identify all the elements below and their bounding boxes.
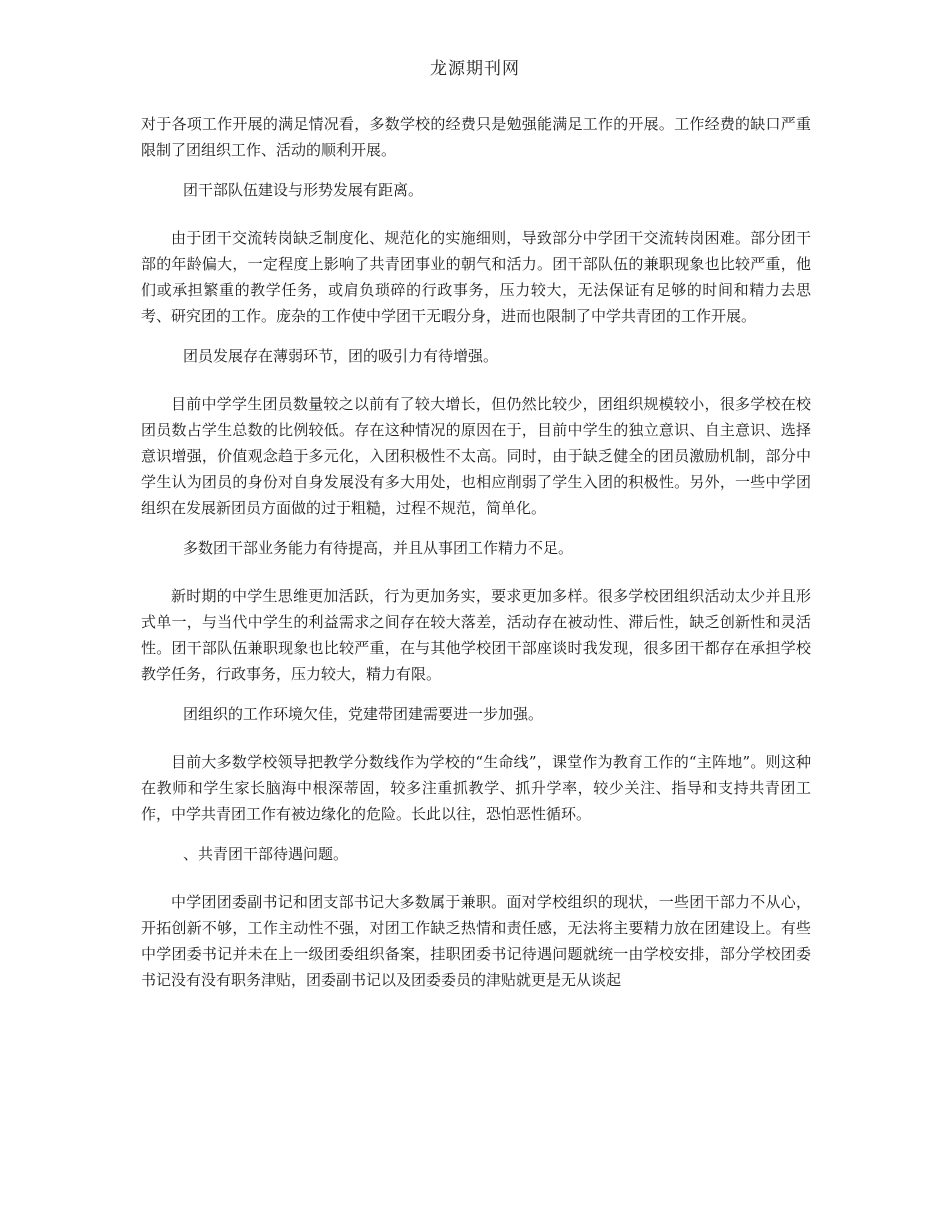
section-heading-cadre-benefits: 、共青团干部待遇问题。 — [183, 845, 349, 863]
paragraph-funding-intro: 对于各项工作开展的满足情况看，多数学校的经费只是勉强能满足工作的开展。工作经费的缺口严重限制了团组织工作、活动的顺利开展。 — [141, 115, 811, 159]
paragraph-member-development: 目前中学学生团员数量较之以前有了较大增长，但仍然比较少，团组织规模较小，很多学校在校团员数占学生总数的比例较低。存在这种情况的原因在于，目前中学生的独立意识、自主意识、选择意识增强，价值观念趋于多元化，入团积极性不太高。同时，由于缺乏健全的团员激励机制，部分中学生认为团员的身份对自身发展没有多大用处，也相应削弱了学生入团的积极性。另外，一些中学团组织在发展新团员方面做的过于粗糙，过程不规范，简单化。 — [141, 395, 811, 517]
section-heading-cadre-ability: 多数团干部业务能力有待提高，并且从事团工作精力不足。 — [183, 539, 574, 557]
paragraph-cadre-benefits: 中学团团委副书记和团支部书记大多数属于兼职。面对学校组织的现状，一些团干部力不从心，开拓创新不够，工作主动性不强，对团工作缺乏热情和责任感，无法将主要精力放在团建设上。有些中学团委书记并未在上一级团委组织备案，挂职团委书记待遇问题就统一由学校安排，部分学校团委书记没有没有职务津贴，团委副书记以及团委委员的津贴就更是无从谈起 — [141, 893, 811, 989]
paragraph-cadre-team: 由于团干交流转岗缺乏制度化、规范化的实施细则，导致部分中学团干交流转岗困难。部分团干部的年龄偏大，一定程度上影响了共青团事业的朝气和活力。团干部队伍的兼职现象也比较严重，他们或承担繁重的教学任务，或肩负琐碎的行政事务，压力较大，无法保证有足够的时间和精力去思考、研究团的工作。庞杂的工作使中学团干无暇分身，进而也限制了中学共青团的工作开展。 — [141, 229, 811, 325]
section-heading-work-environment: 团组织的工作环境欠佳，党建带团建需要进一步加强。 — [183, 705, 544, 723]
paragraph-work-environment: 目前大多数学校领导把教学分数线作为学校的“生命线”，课堂作为教育工作的“主阵地”。则这种在教师和学生家长脑海中根深蒂固，较多注重抓教学、抓升学率，较少关注、指导和支持共青团工作，中学共青团工作有被边缘化的危险。长此以往，恐怕恶性循环。 — [141, 753, 811, 823]
article-body — [141, 111, 811, 1007]
section-heading-cadre-team: 团干部队伍建设与形势发展有距离。 — [183, 181, 424, 199]
section-heading-member-development: 团员发展存在薄弱环节，团的吸引力有待增强。 — [183, 347, 499, 365]
paragraph-cadre-ability: 新时期的中学生思维更加活跃，行为更加务实，要求更加多样。很多学校团组织活动太少并且形式单一，与当代中学生的利益需求之间存在较大落差，活动存在被动性、滞后性，缺乏创新性和灵活性。团干部队伍兼职现象也比较严重，在与其他学校团干部座谈时我发现，很多团干都存在承担学校教学任务，行政事务，压力较大，精力有限。 — [141, 587, 811, 683]
site-header: 龙源期刊网 — [430, 59, 520, 79]
